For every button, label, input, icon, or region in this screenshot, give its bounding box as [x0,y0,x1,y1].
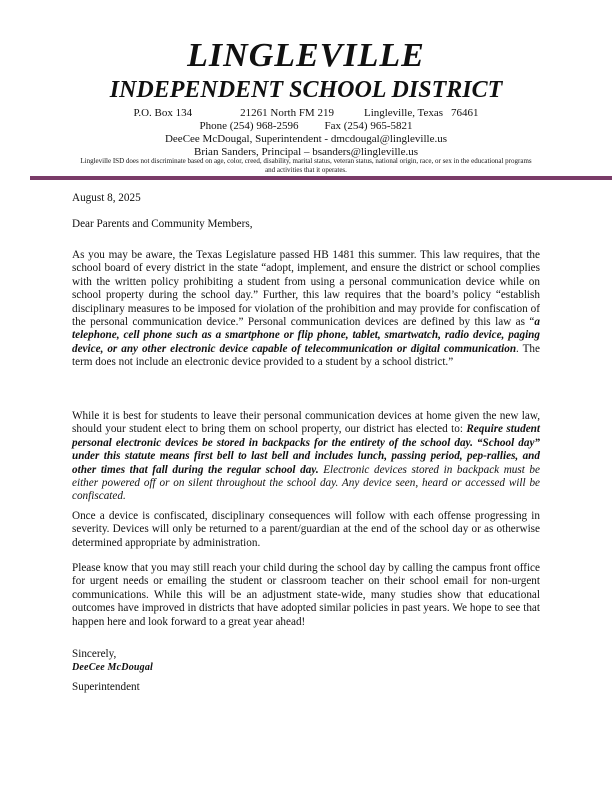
principal-line: Brian Sanders, Principal – bsanders@lingleville.us [194,146,418,158]
signature: DeeCee McDougal [72,662,154,673]
policy-requirement: Require student personal electronic devices be stored in backpacks for the entirety of the school day. “School day” under this statute means first bell to last bell and includes lunch, passing period, pep-rallies, and other times that fall during the regular school day. [72,423,540,476]
district-subtitle: INDEPENDENT SCHOOL DISTRICT [109,77,503,103]
paragraph-district-policy [72,410,540,504]
fax-number: Fax (254) 965-5821 [324,120,413,132]
address-line [0,107,612,120]
district-name: LINGLEVILLE [187,37,425,74]
nondiscrimination-disclaimer: Lingleville ISD does not discriminate based on age, color, creed, disability, marital status, veteran status, national origin, race, or sex in the educational programs and activities that it operates. [80,157,532,174]
phone-number: Phone (254) 968-2596 [199,120,299,132]
paragraph-consequences: Once a device is confiscated, disciplinary consequences will follow with each offense progressing in severity. Devices will only be returned to a parent/guardian at the end of the school day or as otherwise determined appropriate by administration. [72,510,540,549]
zip-code: 76461 [451,107,479,119]
closing: Sincerely, [72,648,117,660]
policy-details: Electronic devices stored in backpack must be either powered off or on silent throughout the school day. Any device seen, heard or accessed will be confiscated. [72,463,540,503]
salutation: Dear Parents and Community Members, [72,218,253,230]
paragraph-text: As you may be aware, the Texas Legislature passed HB 1481 this summer. This law requires, that the school board of every district in the state “adopt, implement, and ensure the district or school complies with the written policy prohibiting a student from using a personal communication device while on school property during the school day.” Further, this law requires that the board’s policy “establish disciplinary measures to be imposed for violation of the prohibition and may provide for confiscation of the personal communication device.” Personal communication devices are defined by this law as “ [72,249,540,329]
paragraph-contact-info: Please know that you may still reach your child during the school day by calling the campus front office for urgent needs or emailing the student or classroom teacher on their school email for non-urgent communications. While this will be an adjustment state-wide, many studies show that educational outcomes have improved in districts that have adopted similar policies in past years. We hope to see that happen here and look forward to a great year ahead! [72,562,540,628]
city-state: Lingleville, Texas [363,107,444,119]
contact-line [0,120,612,133]
signer-title: Superintendent [72,681,140,693]
device-definition: a telephone, cell phone such as a smartphone or flip phone, tablet, smartwatch, radio device, paging device, or any other electronic device capable of telecommunication or digital communication [72,316,540,355]
po-box: P.O. Box 134 [133,107,193,119]
street-address: 21261 North FM 219 [240,107,334,119]
header-divider [30,176,612,180]
superintendent-line: DeeCee McDougal, Superintendent - dmcdougal@lingleville.us [164,133,447,145]
paragraph-hb1481 [72,249,540,370]
paragraph-text: While it is best for students to leave their personal communication devices at home given the new law, should your student elect to bring them on school property, our district has elected to: [72,410,540,436]
paragraph-text: . The term does not include an electronic device provided to a student by a school district.” [72,342,540,369]
letter-date: August 8, 2025 [72,192,141,204]
